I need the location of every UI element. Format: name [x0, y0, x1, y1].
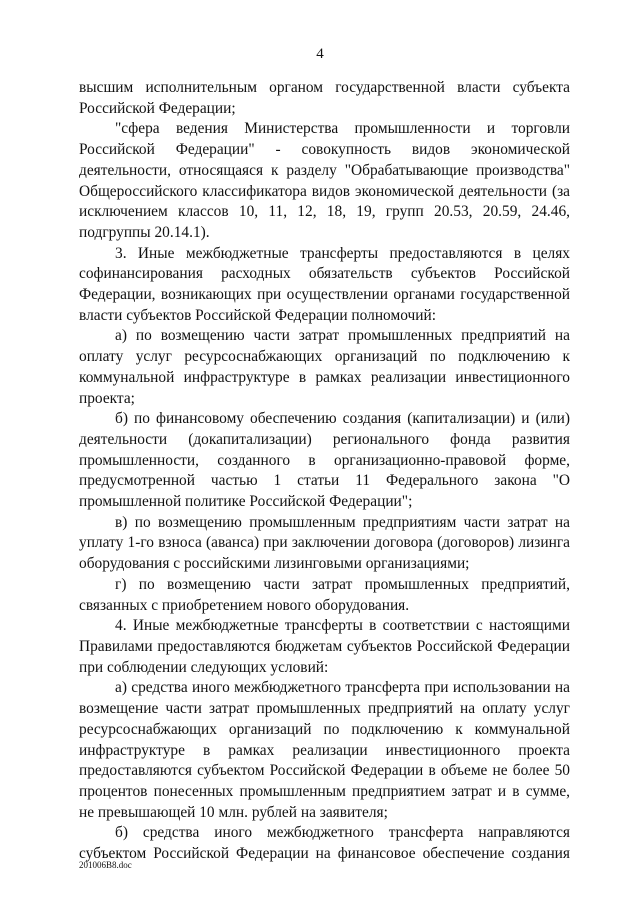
- document-body: [79, 78, 570, 865]
- paragraph-3v: в) по возмещению промышленным предприятиям части затрат на уплату 1-го взноса (аванса) при заключении договора (договоров) лизинга оборудования с российскими лизинговыми организациями;: [79, 513, 570, 573]
- paragraph-definition: "сфера ведения Министерства промышленности и торговли Российской Федерации" - совокупность видов экономической деятельности, относящаяся к разделу "Обрабатывающие производства" Общероссийского классификатора видов экономической деятельности (за исключением классов 10, 11, 12, 18, 19, групп 20.53, 20.59, 24.46, подгруппы 20.14.1).: [79, 120, 570, 241]
- paragraph-4: 4. Иные межбюджетные трансферты в соответствии с настоящими Правилами предоставляются бюджетам субъектов Российской Федерации при соблюдении следующих условий:: [79, 617, 570, 676]
- paragraph-3: 3. Иные межбюджетные трансферты предоставляются в целях софинансирования расходных обязательств субъектов Российской Федерации, возникающих при осуществлении органами государственной власти субъектов Российской Федерации полномочий:: [79, 244, 570, 324]
- footer-filename: 201006B8.doc: [79, 860, 132, 870]
- paragraph-3a: а) по возмещению части затрат промышленных предприятий на оплату услуг ресурсоснабжающих организаций по подключению к коммунальной инфраструктуре в рамках реализации инвестиционного проекта;: [79, 327, 570, 407]
- page-number: 4: [316, 46, 324, 62]
- paragraph-4a: а) средства иного межбюджетного трансферта при использовании на возмещение части затрат промышленных предприятий на оплату услуг ресурсоснабжающих организаций по подключению к коммунальной инфраструктуре в рамках реализации инвестиционного проекта предоставляются субъектом Российской Федерации в объеме не более 50 процентов понесенных промышленным предприятием затрат и в сумме, не превышающей 10 млн. рублей на заявителя;: [79, 679, 570, 821]
- paragraph-4b: б) средства иного межбюджетного трансферта направляются субъектом Российской Федерации на финансовое обеспечение создания: [79, 824, 570, 863]
- paragraph-3b: б) по финансовому обеспечению создания (капитализации) и (или) деятельности (докапитализации) регионального фонда развития промышленности, созданного в организационно-правовой форме, предусмотренной частью 1 статьи 11 Федерального закона "О промышленной политике Российской Федерации";: [79, 410, 570, 511]
- paragraph-3g: г) по возмещению части затрат промышленных предприятий, связанных с приобретением нового оборудования.: [79, 575, 570, 614]
- paragraph-1: высшим исполнительным органом государственной власти субъекта Российской Федерации;: [79, 79, 570, 117]
